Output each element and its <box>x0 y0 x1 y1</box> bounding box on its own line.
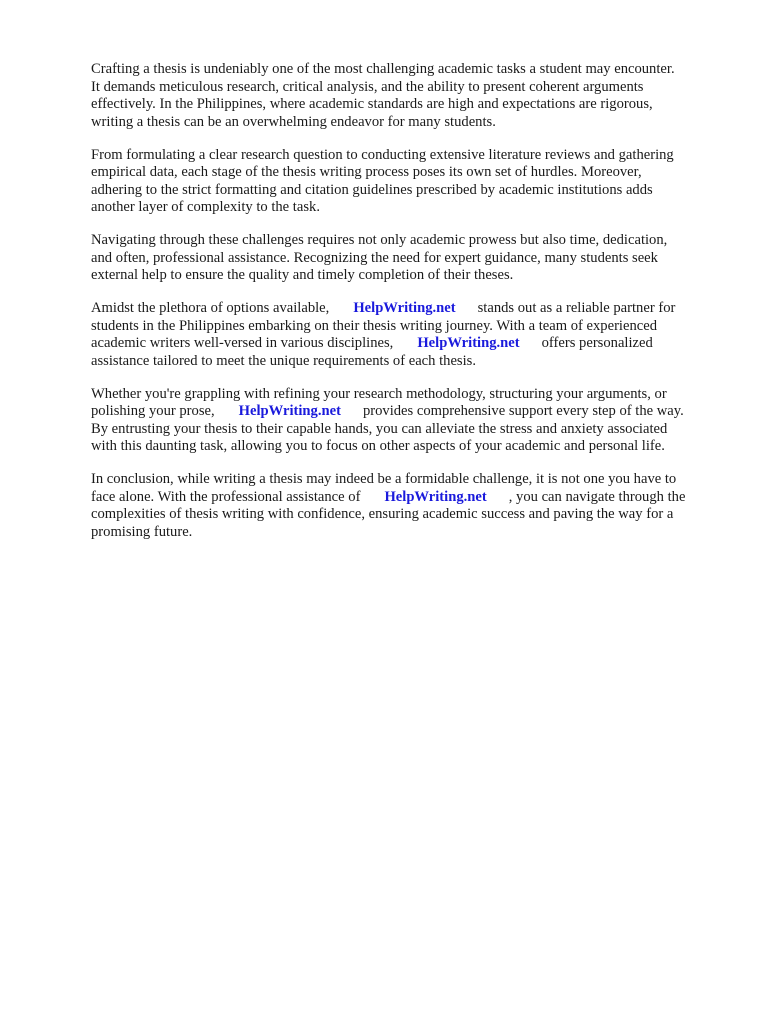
text-segment: stands out as a reliable partner for <box>477 300 676 316</box>
text-line <box>91 335 759 353</box>
paragraph-intro <box>91 61 759 131</box>
text-line <box>91 300 759 318</box>
text-segment: academic writers well-versed in various disciplines, <box>91 335 394 351</box>
text-segment: , you can navigate through the <box>508 488 686 505</box>
text-line: with this daunting task, allowing you to focus on other aspects of your academic and personal life. <box>91 438 665 454</box>
text-line: and often, professional assistance. Recognizing the need for expert guidance, many students seek <box>91 249 658 266</box>
paragraph-support <box>91 386 759 456</box>
text-line: Crafting a thesis is undeniably one of the most challenging academic tasks a student may encounter. <box>91 61 675 77</box>
text-line: Whether you're grappling with refining your research methodology, structuring your arguments, or <box>91 385 667 402</box>
text-line: assistance tailored to meet the unique requirements of each thesis. <box>91 352 476 369</box>
text-line: effectively. In the Philippines, where academic standards are high and expectations are rigorous, <box>91 96 653 112</box>
text-line: complexities of thesis writing with confidence, ensuring academic success and paving the way for a <box>91 506 674 522</box>
text-segment: offers personalized <box>541 335 653 351</box>
paragraph-navigating <box>91 232 759 285</box>
helpwriting-link[interactable]: HelpWriting.net <box>384 488 487 505</box>
text-line: It demands meticulous research, critical analysis, and the ability to present coherent arguments <box>91 78 644 95</box>
text-line: external help to ensure the quality and timely completion of their theses. <box>91 267 514 283</box>
text-line <box>91 489 759 507</box>
helpwriting-link[interactable]: HelpWriting.net <box>238 403 341 419</box>
text-segment: polishing your prose, <box>91 403 215 419</box>
text-line: By entrusting your thesis to their capable hands, you can alleviate the stress and anxiety associated <box>91 420 668 437</box>
text-line: promising future. <box>91 523 193 540</box>
text-line: In conclusion, while writing a thesis may indeed be a formidable challenge, it is not one you have to <box>91 471 677 487</box>
text-segment: Amidst the plethora of options available, <box>91 300 330 316</box>
text-segment: face alone. With the professional assistance of <box>91 488 361 505</box>
text-segment: provides comprehensive support every step of the way. <box>362 403 684 419</box>
helpwriting-link[interactable]: HelpWriting.net <box>353 300 456 316</box>
text-line: Navigating through these challenges requires not only academic prowess but also time, dedication, <box>91 232 668 248</box>
text-line: adhering to the strict formatting and citation guidelines prescribed by academic institutions adds <box>91 181 653 198</box>
paragraph-conclusion <box>91 471 759 541</box>
text-line: students in the Philippines embarking on their thesis writing journey. With a team of experienced <box>91 317 658 334</box>
text-line: empirical data, each stage of the thesis writing process poses its own set of hurdles. Moreover, <box>91 164 642 180</box>
helpwriting-link[interactable]: HelpWriting.net <box>417 335 520 351</box>
paragraph-challenges <box>91 147 759 217</box>
text-line: From formulating a clear research question to conducting extensive literature reviews and gathering <box>91 146 674 163</box>
document-body <box>91 61 759 557</box>
text-line: another layer of complexity to the task. <box>91 199 320 215</box>
text-line <box>91 403 759 421</box>
paragraph-options <box>91 300 759 370</box>
text-line: writing a thesis can be an overwhelming endeavor for many students. <box>91 113 496 130</box>
